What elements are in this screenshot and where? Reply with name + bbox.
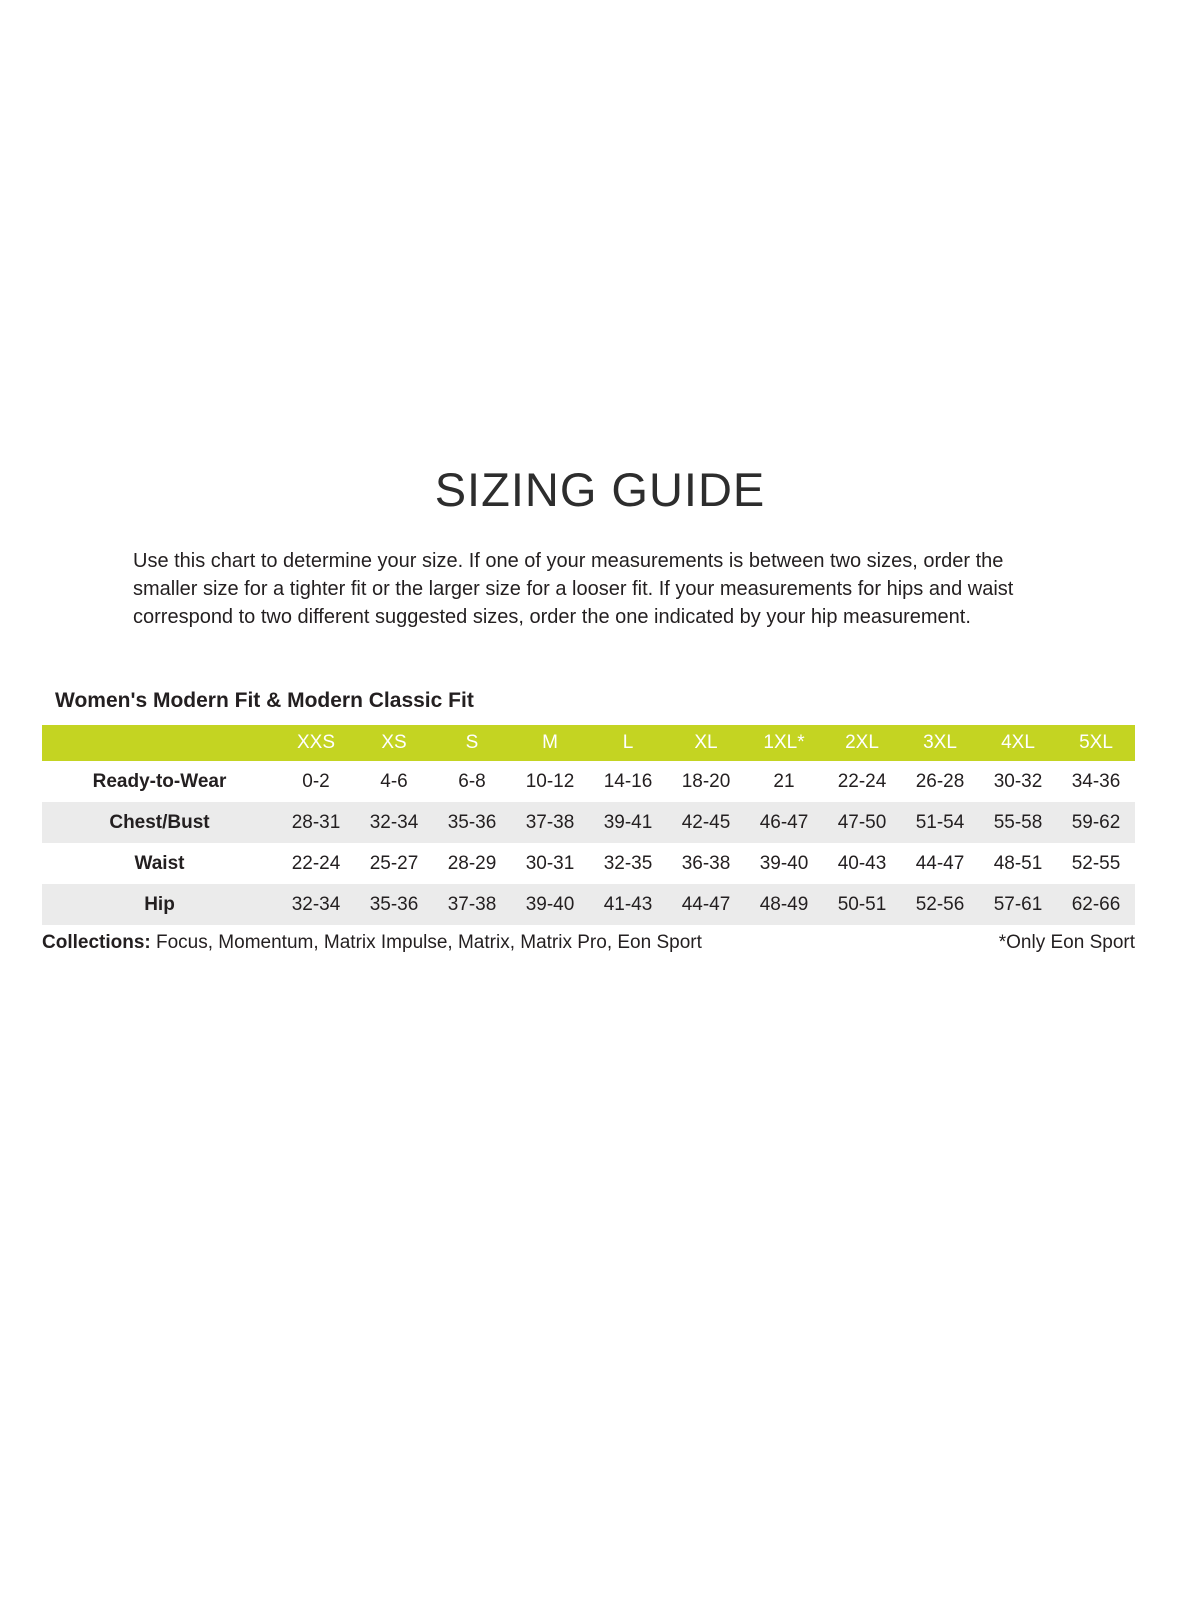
- collections-list: Focus, Momentum, Matrix Impulse, Matrix, Matrix Pro, Eon Sport: [150, 932, 702, 953]
- size-cell: 32-34: [291, 893, 341, 915]
- size-column-header: 5XL: [1057, 725, 1135, 761]
- size-cell: 47-50: [837, 811, 887, 833]
- table-row-waist: [42, 843, 1135, 884]
- size-cell: 32-34: [369, 811, 419, 833]
- row-label: Waist: [134, 852, 185, 874]
- size-cell: 62-66: [1071, 893, 1121, 915]
- size-cell: 55-58: [993, 811, 1043, 833]
- size-cell: 28-31: [291, 811, 341, 833]
- size-column-header: L: [589, 725, 667, 761]
- size-cell: 0-2: [302, 770, 330, 792]
- size-cell: 39-40: [759, 852, 809, 874]
- page-title: SIZING GUIDE: [434, 463, 766, 516]
- size-cell: 35-36: [369, 893, 419, 915]
- collections-note: [42, 932, 702, 954]
- table-row-ready-to-wear: [42, 761, 1135, 802]
- size-cell: 35-36: [447, 811, 497, 833]
- size-column-header: 3XL: [901, 725, 979, 761]
- size-cell: 18-20: [681, 770, 731, 792]
- size-column-header: XS: [355, 725, 433, 761]
- size-cell: 41-43: [603, 893, 653, 915]
- size-column-header: 2XL: [823, 725, 901, 761]
- size-cell: 21: [773, 770, 795, 792]
- row-label: Hip: [144, 893, 175, 915]
- table-footer: [42, 932, 1135, 954]
- size-column-header: 4XL: [979, 725, 1057, 761]
- size-cell: 44-47: [915, 852, 965, 874]
- size-cell: 39-41: [603, 811, 653, 833]
- size-cell: 52-55: [1071, 852, 1121, 874]
- size-cell: 46-47: [759, 811, 809, 833]
- header-row: [42, 725, 1135, 761]
- size-cell: 37-38: [447, 893, 497, 915]
- size-cell: 39-40: [525, 893, 575, 915]
- size-cell: 48-49: [759, 893, 809, 915]
- size-cell: 30-32: [993, 770, 1043, 792]
- size-cell: 44-47: [681, 893, 731, 915]
- size-cell: 34-36: [1071, 770, 1121, 792]
- size-cell: 51-54: [915, 811, 965, 833]
- footnote-only-eon-sport: *Only Eon Sport: [998, 932, 1135, 953]
- size-cell: 22-24: [837, 770, 887, 792]
- size-cell: 30-31: [525, 852, 575, 874]
- row-label: Ready-to-Wear: [92, 770, 227, 792]
- size-cell: 26-28: [915, 770, 965, 792]
- size-column-header: XXS: [277, 725, 355, 761]
- size-cell: 48-51: [993, 852, 1043, 874]
- size-table: [42, 725, 1135, 925]
- size-cell: 37-38: [525, 811, 575, 833]
- size-cell: 50-51: [837, 893, 887, 915]
- size-cell: 52-56: [915, 893, 965, 915]
- size-column-header: S: [433, 725, 511, 761]
- section-heading: Women's Modern Fit & Modern Classic Fit: [55, 689, 474, 712]
- size-column-header: XL: [667, 725, 745, 761]
- size-column-header: 1XL*: [745, 725, 823, 761]
- size-table-header: [42, 725, 1135, 761]
- size-cell: 22-24: [291, 852, 341, 874]
- size-cell: 42-45: [681, 811, 731, 833]
- size-cell: 14-16: [603, 770, 653, 792]
- size-cell: 36-38: [681, 852, 731, 874]
- row-label: Chest/Bust: [109, 811, 210, 833]
- corner-cell: [42, 725, 277, 761]
- size-cell: 10-12: [525, 770, 575, 792]
- intro-paragraph: Use this chart to determine your size. If one of your measurements is between two sizes, order the smaller size for a tighter fit or the larger size for a looser fit. If your measurements for hips and waist correspond to two different suggested sizes, order the one indicated by your hip measurement.: [133, 550, 1014, 628]
- size-column-header: M: [511, 725, 589, 761]
- size-cell: 57-61: [993, 893, 1043, 915]
- size-cell: 40-43: [837, 852, 887, 874]
- size-cell: 4-6: [380, 770, 408, 792]
- size-cell: 59-62: [1071, 811, 1121, 833]
- collections-label: Collections:: [42, 932, 151, 953]
- size-cell: 32-35: [603, 852, 653, 874]
- table-row-hip: [42, 884, 1135, 925]
- table-row-chest-bust: [42, 802, 1135, 843]
- size-cell: 28-29: [447, 852, 497, 874]
- size-cell: 6-8: [458, 770, 486, 792]
- size-cell: 25-27: [369, 852, 419, 874]
